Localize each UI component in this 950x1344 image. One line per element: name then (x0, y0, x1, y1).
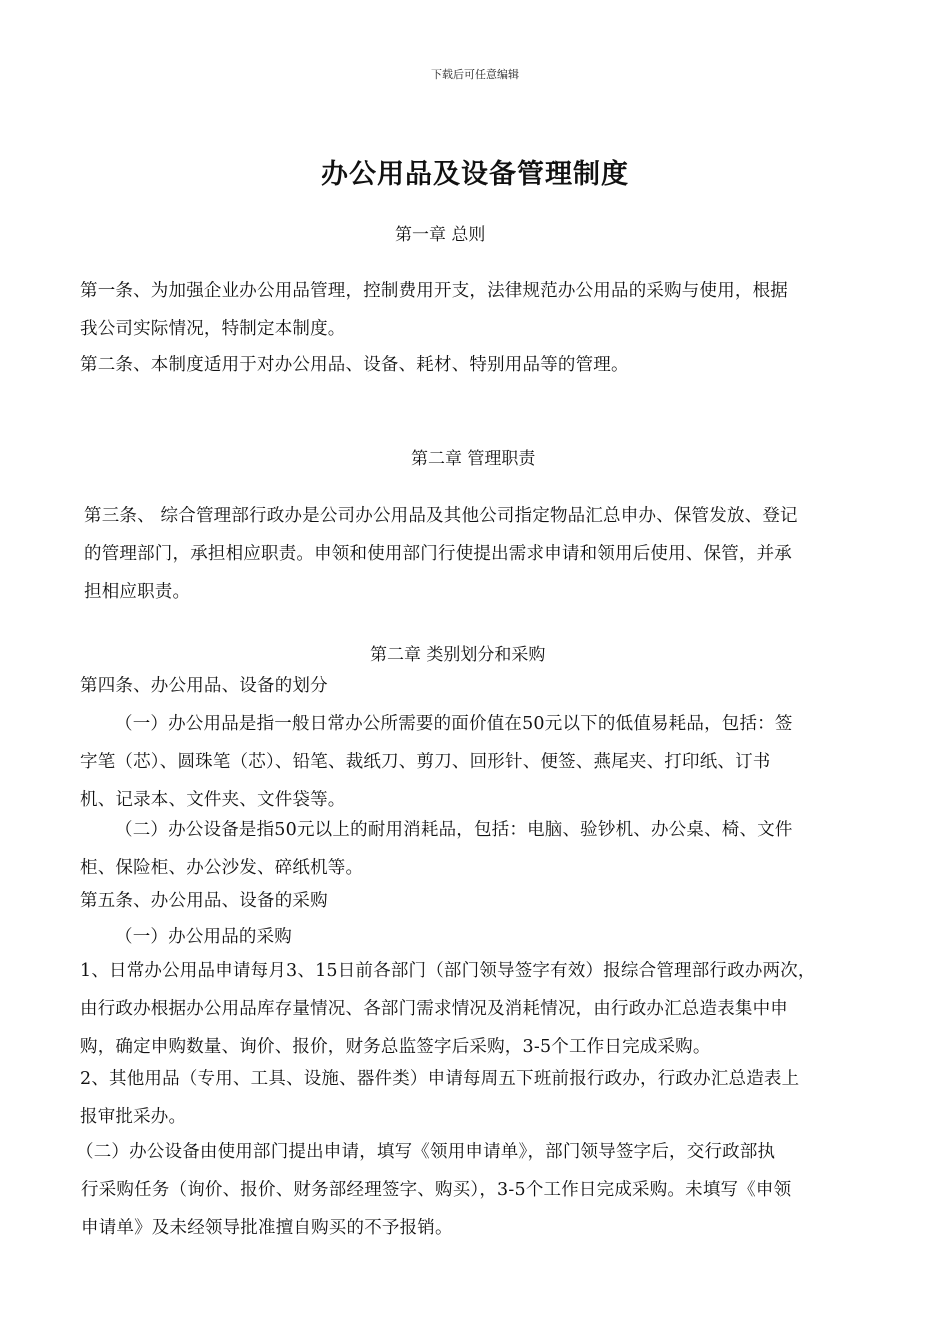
chapter-2-heading: 第二章 管理职责 (411, 449, 536, 469)
chapter-3-heading: 第二章 类别划分和采购 (370, 645, 546, 665)
article-5-clause-2 (76, 1133, 791, 1247)
article-3 (84, 497, 798, 611)
item-2-line-1: 2、其他用品（专用、工具、设施、器件类）申请每周五下班前报行政办，行政办汇总造表上 (80, 1069, 800, 1089)
article-4-clause-1-line-1: （一）办公用品是指一般日常办公所需要的面价值在50元以下的低值易耗品，包括：签 (115, 714, 793, 734)
article-4-clause-2-line-2: 柜、保险柜、办公沙发、碎纸机等。 (80, 858, 364, 878)
document-title: 办公用品及设备管理制度 (321, 159, 629, 190)
article-4-clause-1-line-3: 机、记录本、文件夹、文件袋等。 (80, 790, 346, 810)
article-2-line-1: 第二条、本制度适用于对办公用品、设备、耗材、特别用品等的管理。 (80, 355, 629, 375)
item-1 (80, 952, 816, 1066)
article-4-line-1: 第四条、办公用品、设备的划分 (80, 676, 328, 696)
article-5-clause-2-line-1: （二）办公设备由使用部门提出申请，填写《领用申请单》，部门领导签字后，交行政部执 (76, 1142, 776, 1162)
article-4-clause-1 (80, 705, 793, 819)
article-1-line-2: 我公司实际情况，特制定本制度。 (80, 319, 346, 339)
article-2 (80, 346, 629, 384)
article-1-line-1: 第一条、为加强企业办公用品管理，控制费用开支，法律规范办公用品的采购与使用，根据 (80, 281, 788, 301)
article-5-clause-2-line-2: 行采购任务（询价、报价、财务部经理签字、购买），3-5个工作日完成采购。未填写《申领 (81, 1180, 792, 1200)
article-4-clause-2 (80, 811, 793, 887)
item-2-line-2: 报审批采办。 (80, 1107, 187, 1127)
article-3-line-3: 担相应职责。 (84, 582, 191, 602)
header-note: 下载后可任意编辑 (431, 68, 519, 81)
item-1-line-2: 由行政办根据办公用品库存量情况、各部门需求情况及消耗情况，由行政办汇总造表集中申 (80, 999, 788, 1019)
article-5-clause-1-line-1: （一）办公用品的采购 (115, 927, 292, 947)
article-5-line-1: 第五条、办公用品、设备的采购 (80, 891, 328, 911)
article-5 (80, 882, 328, 920)
article-3-line-2: 的管理部门，承担相应职责。申领和使用部门行使提出需求申请和领用后使用、保管，并承 (84, 544, 792, 564)
item-1-line-3: 购，确定申购数量、询价、报价，财务总监签字后采购，3-5个工作日完成采购。 (80, 1037, 711, 1057)
chapter-1-heading: 第一章 总则 (395, 225, 486, 245)
article-5-clause-1 (80, 918, 292, 956)
article-4-clause-1-line-2: 字笔（芯）、圆珠笔（芯）、铅笔、裁纸刀、剪刀、回形针、便签、燕尾夹、打印纸、订书 (80, 752, 771, 772)
article-4 (80, 667, 328, 705)
item-2 (80, 1060, 799, 1136)
article-3-line-1: 第三条、 综合管理部行政办是公司办公用品及其他公司指定物品汇总申办、保管发放、登记 (84, 506, 798, 526)
item-1-line-1: 1、日常办公用品申请每月3、15日前各部门（部门领导签字有效）报综合管理部行政办两次， (80, 961, 816, 981)
article-4-clause-2-line-1: （二）办公设备是指50元以上的耐用消耗品，包括：电脑、验钞机、办公桌、椅、文件 (115, 820, 793, 840)
article-5-clause-2-line-3: 申请单》及未经领导批准擅自购买的不予报销。 (81, 1218, 453, 1238)
article-1 (80, 272, 788, 348)
